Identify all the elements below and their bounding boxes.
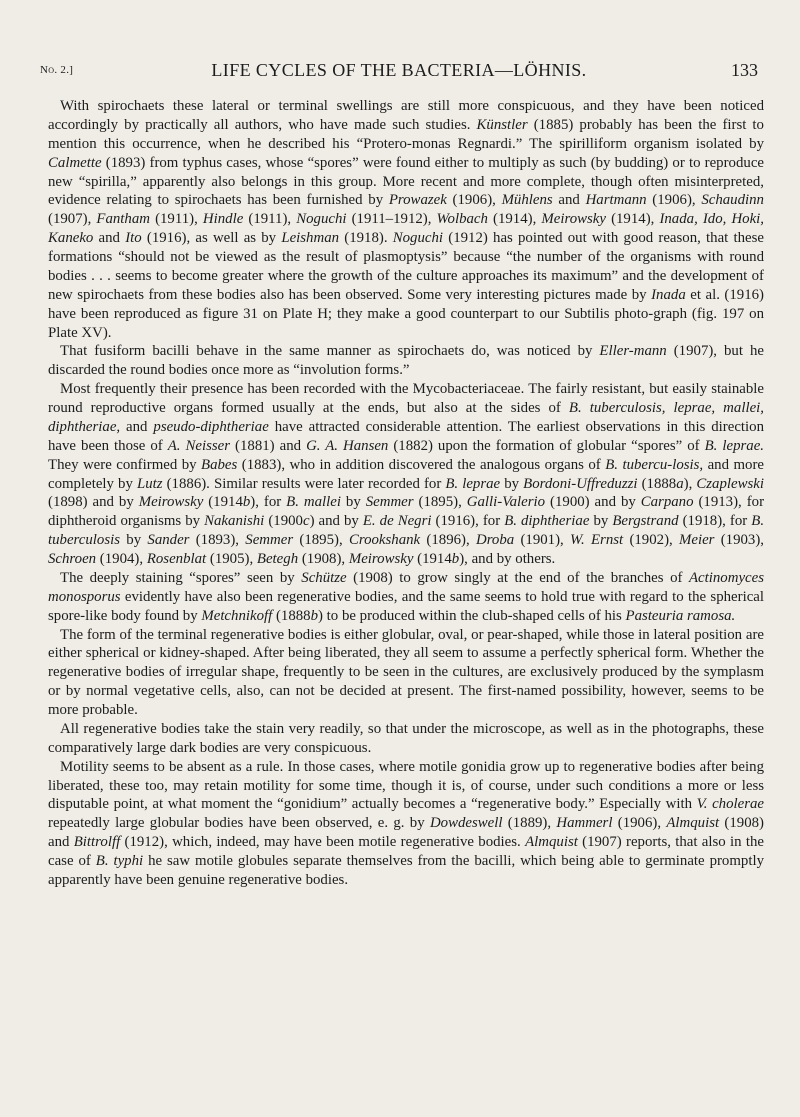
paragraph [48, 758, 764, 890]
text-run: by [120, 532, 148, 549]
italic-run: Hindle [202, 211, 244, 228]
text-run: evidently have also been regenerative bodies, and the same seems to hold true with regard to the spherical spore-like body found by [48, 588, 764, 624]
italic-run: pseudo-diphtheriae [153, 418, 269, 435]
italic-run: c [302, 513, 310, 530]
body-text [48, 97, 764, 890]
text-run: by [340, 494, 366, 511]
text-run: (1912) has pointed out with good reason, that these formations “should not be viewed as the result of plasmoptysis” because “the number of the organisms with round bodies . . . seems to become greater where the growth of the culture approaches its maximum” and the development of new spirochaets from these bodies also has been observed. Some very interesting pictures made by [48, 230, 764, 303]
italic-run: Almquist [525, 834, 578, 851]
text-run: and [552, 192, 586, 209]
text-run: (1911), [149, 211, 203, 228]
text-run: (1902), [623, 532, 679, 549]
italic-run: Bergstrand [612, 513, 679, 530]
text-run: (1916), as well as by [141, 230, 282, 247]
italic-run: Pasteuria ramosa. [625, 607, 736, 624]
text-run: Most frequently their presence has been recorded with the Mycobacteriaceae. The fairly resistant, but easily stainable round reproductive organs formed usually at the ends, but also at the sides of [48, 381, 764, 416]
italic-run: Eller-mann [599, 343, 667, 360]
text-run: repeatedly large globular bodies have been observed, e. g. by [48, 815, 430, 832]
italic-run: Ito [125, 230, 142, 247]
italic-run: b [242, 494, 251, 511]
text-run: (1886). Similar results were later recorded for [162, 475, 446, 492]
running-title: LIFE CYCLES OF THE BACTERIA—LÖHNIS. [211, 60, 587, 80]
text-run: (1889), [502, 815, 557, 832]
text-run: That fusiform bacilli behave in the same manner as spirochaets do, was noticed by [60, 343, 600, 360]
italic-run: Prowazek [388, 192, 447, 209]
text-run: (1908) to grow singly at the end of the branches of [346, 569, 689, 586]
italic-run: Almquist [666, 815, 720, 832]
text-run: (1901), [514, 532, 571, 549]
italic-run: Inada [651, 286, 686, 303]
text-run: (1908), [298, 551, 349, 567]
italic-run: Czaplewski [696, 475, 764, 492]
italic-run: V. cholerae [696, 796, 764, 813]
italic-run: Leishman [281, 230, 340, 247]
italic-run: Actinomyces monosporus [48, 569, 764, 605]
text-run: (1881) and [230, 437, 307, 454]
italic-run: Semmer [245, 532, 294, 549]
text-run: (1896), [420, 532, 476, 549]
italic-run: B. mallei [286, 494, 341, 511]
text-run: (1882) upon the formation of globular “spores” of [388, 437, 705, 454]
text-run: (1911–1912), [346, 211, 437, 228]
text-run: ) to be produced within the club-shaped cells of his [318, 607, 626, 624]
text-run: (1914), [605, 211, 660, 228]
text-run: (1906), [612, 815, 667, 832]
text-run: (1903), [714, 532, 765, 549]
text-run: he saw motile globules separate themselves from the bacilli, which being able to germinate promptly apparently have been genuine regenerative bodies. [48, 853, 764, 888]
text-run: ), and by others. [459, 551, 556, 567]
italic-run: Metchnikoff [201, 607, 273, 624]
text-run: ), [683, 475, 697, 492]
italic-run: W. Ernst [570, 532, 624, 549]
page-number: 133 [731, 60, 758, 80]
text-run: The form of the terminal regenerative bodies is either globular, oval, or pear-shaped, while those in lateral position are either spherical or kidney-shaped. After being liberated, they all seem to assume a perfectly spherical form. Whether the regenerative bodies of irregular shape, frequently to be seen in the cultures, are exclusively produced by the symplasm or by normal vegetative cells, also, can not be decided at present. The first-named possibility, however, seems to be more probable. [48, 626, 764, 718]
italic-run: Fantham [96, 211, 150, 228]
text-run: They were confirmed by [48, 456, 202, 473]
italic-run: B. leprae [445, 475, 501, 492]
italic-run: Hartmann [585, 192, 647, 209]
italic-run: Noguchi [296, 211, 347, 228]
text-run: (1883), who in addition discovered the analogous organs of [237, 456, 606, 473]
italic-run: Betegh [256, 551, 299, 567]
issue-number: No. 2.] [40, 64, 74, 76]
text-run: (1918), for [678, 513, 752, 530]
text-run: (1914 [203, 494, 243, 511]
italic-run: Inada, Ido, Hoki, Kaneko [48, 211, 765, 247]
italic-run: G. A. Hansen [306, 437, 389, 454]
text-run: (1893), [189, 532, 246, 549]
text-run: (1905), [206, 551, 257, 567]
text-run: (1900) and by [545, 494, 641, 511]
italic-run: Schroen [48, 551, 97, 567]
italic-run: Nakanishi [204, 513, 265, 530]
text-run: have attracted considerable attention. The earliest observations in this direction have been those of [48, 418, 765, 454]
italic-run: Semmer [365, 494, 414, 511]
text-run: (1885) probably has been the first to mention this occurrence, when he described his “Protero-monas Regnardi.” The spirilliform organism isolated by [48, 116, 764, 152]
text-run: (1914), [487, 211, 542, 228]
text-run: et al. (1916) have been reproduced as figure 31 on Plate H; they make a good counterpart to our Subtilis photo-graph (fig. 197 on Plate XV). [48, 286, 764, 341]
italic-run: Bittrolff [73, 834, 121, 851]
italic-run: B. tuberculosis [48, 513, 765, 549]
paragraph [48, 720, 764, 758]
paragraph [48, 380, 764, 569]
text-run: (1895), [293, 532, 349, 549]
text-run: (1918). [339, 230, 393, 247]
italic-run: B. tuberculosis, leprae, mallei, diphtheriae, [48, 400, 764, 435]
italic-run: Calmette [48, 154, 102, 171]
paragraph [48, 569, 764, 626]
text-run: (1907) reports, that also in the case of [48, 834, 764, 869]
italic-run: Sander [147, 532, 190, 549]
italic-run: Rosenblat [146, 551, 207, 567]
italic-run: A. Neisser [167, 437, 231, 454]
italic-run: b [451, 551, 460, 567]
text-run: All regenerative bodies take the stain very readily, so that under the microscope, as well as in the photographs, these comparatively large dark bodies are very conspicuous. [48, 720, 764, 756]
paragraph [48, 626, 764, 720]
italic-run: Schütze [301, 569, 347, 586]
text-run: (1906), [446, 192, 502, 209]
paragraph [48, 342, 764, 380]
paragraph [48, 97, 764, 342]
text-run: (1893) from typhus cases, whose “spores” were found either to multiply as such (by budding) or to reproduce new “spirilla,” apparently also belongs in this group. More recent and more complete, though often misinterpreted, evidence relating to spirochaets has been furnished by [48, 154, 764, 209]
italic-run: Bordoni-Uffreduzzi [523, 475, 638, 492]
italic-run: Schaudinn [701, 192, 764, 209]
text-run: ) and by [309, 513, 363, 530]
italic-run: Künstler [476, 116, 528, 133]
text-run: Motility seems to be absent as a rule. In those cases, where motile gonidia grow up to regenerative bodies after being liberated, these too, may retain motility for some time, though it is, of course, under such conditions a more or less disputable point, at what moment the “gonidium” actually becomes a “regenerative body.” Especially with [48, 758, 764, 813]
text-run: (1888 [272, 607, 311, 624]
italic-run: Meirowsky [138, 494, 204, 511]
italic-run: Wolbach [436, 211, 488, 228]
italic-run: Noguchi [392, 230, 444, 247]
running-header [40, 60, 758, 90]
italic-run: B. typhi [95, 853, 144, 869]
italic-run: a [676, 475, 684, 492]
text-run: (1907), but he discarded the round bodies once more as “involution forms.” [48, 343, 764, 379]
text-run: by [589, 513, 613, 530]
italic-run: Carpano [640, 494, 694, 511]
text-run: by [500, 475, 524, 492]
text-run: and [93, 230, 126, 247]
text-run: With spirochaets these lateral or terminal swellings are still more conspicuous, and they have been noticed accordingly by practically all authors, who have made such studies. [48, 98, 764, 133]
italic-run: Droba [475, 532, 515, 549]
text-run: (1900 [264, 513, 303, 530]
italic-run: B. diphtheriae [504, 513, 590, 530]
text-run: (1895), [413, 494, 467, 511]
italic-run: Babes [201, 456, 238, 473]
italic-run: Dowdeswell [429, 815, 503, 832]
text-run: (1914 [413, 551, 452, 567]
text-run: (1916), for [431, 513, 505, 530]
italic-run: Mühlens [501, 192, 553, 209]
italic-run: Galli-Valerio [466, 494, 546, 511]
text-run: (1907), [48, 211, 97, 228]
italic-run: Crookshank [348, 532, 421, 549]
text-run: (1908) and [48, 815, 764, 851]
italic-run: b [310, 607, 319, 624]
italic-run: Hammerl [556, 815, 613, 832]
text-run: (1912), which, indeed, may have been motile regenerative bodies. [120, 834, 526, 851]
italic-run: E. de Negri [362, 513, 432, 530]
text-run: (1898) and by [48, 494, 139, 511]
text-run: The deeply staining “spores” seen by [60, 569, 302, 586]
text-run: and [120, 418, 154, 435]
text-run: (1911), [243, 211, 297, 228]
italic-run: B. tubercu-losis, [605, 456, 704, 473]
italic-run: Meirowsky [541, 211, 606, 228]
text-run: (1906), [646, 192, 702, 209]
text-run: (1904), [96, 551, 147, 567]
italic-run: Lutz [136, 475, 163, 492]
italic-run: Meirowsky [348, 551, 414, 567]
text-run: (1888 [637, 475, 677, 492]
italic-run: B. leprae. [704, 437, 764, 454]
text-run: and more completely by [48, 456, 764, 492]
text-run: (1913), for diphtheroid organisms by [48, 494, 765, 530]
text-run: ), for [250, 494, 287, 511]
italic-run: Meier [679, 532, 715, 549]
